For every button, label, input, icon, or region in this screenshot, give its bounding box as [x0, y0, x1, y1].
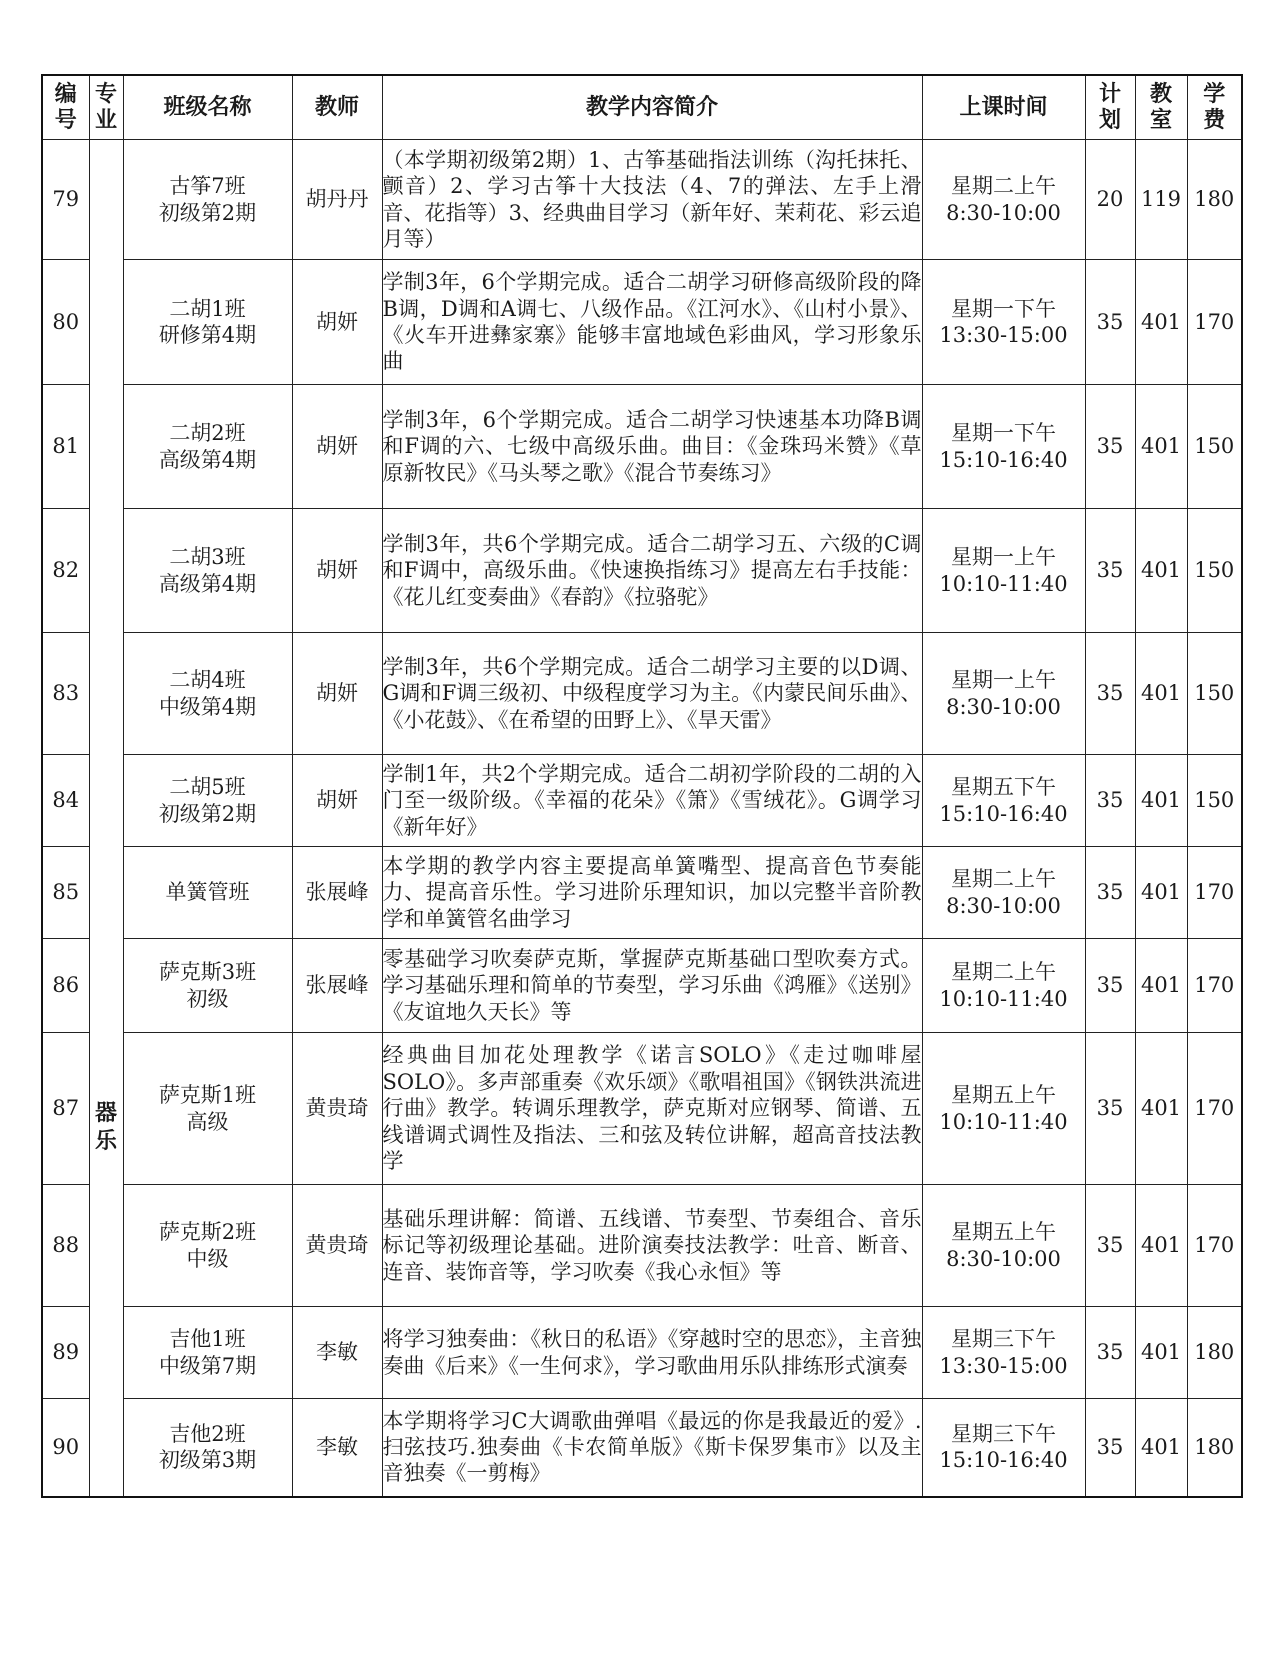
- course-description: 学制3年，6个学期完成。适合二胡学习研修高级阶段的降B调，D调和A调七、八级作品。《江河水》、《山村小景》、《火车开进彝家寨》能够丰富地域色彩曲风，学习形象乐曲: [382, 260, 922, 385]
- class-day: 星期一上午: [951, 545, 1056, 570]
- tuition-fee: 180: [1187, 140, 1242, 260]
- table-row: [42, 140, 1242, 260]
- course-description: 基础乐理讲解：简谱、五线谱、节奏型、节奏组合、音乐标记等初级理论基础。进阶演奏技法教学：吐音、断音、连音、装饰音等，学习吹奏《我心永恒》等: [382, 1185, 922, 1307]
- plan-count: 35: [1085, 1307, 1135, 1399]
- plan-count: 35: [1085, 633, 1135, 755]
- class-hours: 8:30-10:00: [946, 200, 1061, 225]
- class-time: [922, 939, 1085, 1033]
- major-char: 乐: [94, 1127, 117, 1154]
- teacher: 胡妍: [292, 755, 382, 847]
- tuition-fee: 170: [1187, 260, 1242, 385]
- tuition-fee: 180: [1187, 1399, 1242, 1497]
- teacher: 黄贵琦: [292, 1033, 382, 1185]
- class-name-line1: 二胡3班: [169, 545, 246, 570]
- class-time: [922, 1033, 1085, 1185]
- class-name: [123, 260, 292, 385]
- teacher: 李敏: [292, 1307, 382, 1399]
- tuition-fee: 150: [1187, 385, 1242, 509]
- class-hours: 15:10-16:40: [939, 1448, 1068, 1473]
- class-name: [123, 1033, 292, 1185]
- class-name-line1: 萨克斯1班: [158, 1083, 257, 1108]
- class-hours: 15:10-16:40: [939, 801, 1068, 826]
- tuition-fee: 170: [1187, 1033, 1242, 1185]
- teacher: 胡妍: [292, 385, 382, 509]
- teacher: 张展峰: [292, 847, 382, 939]
- class-time: [922, 260, 1085, 385]
- class-name-line2: 高级: [186, 1109, 229, 1134]
- course-description: 学制3年，6个学期完成。适合二胡学习快速基本功降B调和F调的六、七级中高级乐曲。曲目：《金珠玛米赞》《草原新牧民》《马头琴之歌》《混合节奏练习》: [382, 385, 922, 509]
- header-major: 专 业: [89, 75, 123, 140]
- class-name-line2: 中级第4期: [158, 694, 257, 719]
- class-day: 星期一下午: [951, 421, 1056, 446]
- course-description: 本学期的教学内容主要提高单簧嘴型、提高音色节奏能力、提高音乐性。学习进阶乐理知识，加以完整半音阶教学和单簧管名曲学习: [382, 847, 922, 939]
- table-row: [42, 385, 1242, 509]
- header-content: 教学内容简介: [382, 75, 922, 140]
- class-day: 星期一下午: [951, 296, 1056, 321]
- row-number: 87: [42, 1033, 89, 1185]
- class-hours: 8:30-10:00: [946, 1246, 1061, 1271]
- class-time: [922, 1185, 1085, 1307]
- plan-count: 35: [1085, 755, 1135, 847]
- teacher: 胡妍: [292, 633, 382, 755]
- table-row: [42, 260, 1242, 385]
- tuition-fee: 150: [1187, 755, 1242, 847]
- class-hours: 8:30-10:00: [946, 694, 1061, 719]
- table-row: [42, 509, 1242, 633]
- class-hours: 13:30-15:00: [939, 1353, 1068, 1378]
- class-name: [123, 755, 292, 847]
- class-name: [123, 939, 292, 1033]
- course-description: 学制3年，共6个学期完成。适合二胡学习主要的以D调、G调和F调三级初、中级程度学习为主。《内蒙民间乐曲》、《小花鼓》、《在希望的田野上》、《旱天雷》: [382, 633, 922, 755]
- class-name-line2: 高级第4期: [158, 571, 257, 596]
- course-schedule-table: [41, 74, 1243, 1498]
- class-day: 星期二上午: [951, 867, 1056, 892]
- class-name: [123, 633, 292, 755]
- class-time: [922, 509, 1085, 633]
- classroom: 401: [1135, 847, 1187, 939]
- classroom: 401: [1135, 260, 1187, 385]
- class-name-line1: 吉他1班: [169, 1327, 246, 1352]
- header-row: [42, 75, 1242, 140]
- class-name: [123, 1307, 292, 1399]
- class-name-line1: 二胡2班: [169, 421, 246, 446]
- teacher: 黄贵琦: [292, 1185, 382, 1307]
- class-name: [123, 1185, 292, 1307]
- teacher: 胡妍: [292, 509, 382, 633]
- plan-count: 35: [1085, 847, 1135, 939]
- class-name-line2: 中级: [186, 1246, 229, 1271]
- row-number: 82: [42, 509, 89, 633]
- plan-count: 35: [1085, 1033, 1135, 1185]
- row-number: 89: [42, 1307, 89, 1399]
- header-teacher: 教师: [292, 75, 382, 140]
- class-name-line1: 萨克斯3班: [158, 960, 257, 985]
- row-number: 86: [42, 939, 89, 1033]
- class-day: 星期三下午: [951, 1327, 1056, 1352]
- classroom: 401: [1135, 509, 1187, 633]
- table-row: [42, 1033, 1242, 1185]
- class-hours: 10:10-11:40: [939, 986, 1068, 1011]
- table-row: [42, 1185, 1242, 1307]
- course-description: （本学期初级第2期）1、古筝基础指法训练（沟托抹托、颤音）2、学习古筝十大技法（4、7的弹法、左手上滑音、花指等）3、经典曲目学习（新年好、茉莉花、彩云追月等）: [382, 140, 922, 260]
- row-number: 90: [42, 1399, 89, 1497]
- class-day: 星期三下午: [951, 1422, 1056, 1446]
- plan-count: 35: [1085, 1185, 1135, 1307]
- plan-count: 35: [1085, 385, 1135, 509]
- class-day: 星期五上午: [951, 1220, 1056, 1245]
- table-row: [42, 939, 1242, 1033]
- class-name-line1: 古筝7班: [169, 174, 246, 199]
- classroom: 401: [1135, 1399, 1187, 1497]
- class-name-line2: 初级第3期: [158, 1448, 257, 1473]
- table-row: [42, 633, 1242, 755]
- row-number: 81: [42, 385, 89, 509]
- classroom: 401: [1135, 1185, 1187, 1307]
- class-name-line1: 单簧管班: [165, 880, 250, 905]
- classroom: 401: [1135, 755, 1187, 847]
- class-time: [922, 140, 1085, 260]
- course-description: 将学习独奏曲：《秋日的私语》《穿越时空的思恋》，主音独奏曲《后来》《一生何求》，学习歌曲用乐队排练形式演奏: [382, 1307, 922, 1399]
- row-number: 84: [42, 755, 89, 847]
- classroom: 401: [1135, 385, 1187, 509]
- header-plan: 计 划: [1085, 75, 1135, 140]
- class-name: [123, 1399, 292, 1497]
- tuition-fee: 170: [1187, 939, 1242, 1033]
- major-category: [89, 140, 123, 1497]
- class-day: 星期一上午: [951, 668, 1056, 693]
- plan-count: 35: [1085, 509, 1135, 633]
- class-time: [922, 1307, 1085, 1399]
- class-name-line2: 研修第4期: [158, 323, 257, 347]
- course-description: 经典曲目加花处理教学《诺言SOLO》《走过咖啡屋SOLO》。多声部重奏《欢乐颂》《歌唱祖国》《钢铁洪流进行曲》教学。转调乐理教学，萨克斯对应钢琴、简谱、五线谱调式调性及指法、三和弦及转位讲解，超高音技法教学: [382, 1033, 922, 1185]
- header-fee: 学 费: [1187, 75, 1242, 140]
- header-room: 教 室: [1135, 75, 1187, 140]
- class-time: [922, 633, 1085, 755]
- table-row: [42, 1307, 1242, 1399]
- tuition-fee: 170: [1187, 1185, 1242, 1307]
- header-time: 上课时间: [922, 75, 1085, 140]
- class-day: 星期五上午: [951, 1083, 1056, 1108]
- row-number: 83: [42, 633, 89, 755]
- class-hours: 13:30-15:00: [939, 323, 1068, 347]
- class-name: [123, 385, 292, 509]
- class-hours: 10:10-11:40: [939, 1109, 1068, 1134]
- header-class-name: 班级名称: [123, 75, 292, 140]
- class-name: [123, 509, 292, 633]
- classroom: 401: [1135, 1307, 1187, 1399]
- class-name-line2: 高级第4期: [158, 447, 257, 472]
- header-num: 编 号: [42, 75, 89, 140]
- tuition-fee: 150: [1187, 509, 1242, 633]
- class-name-line1: 吉他2班: [169, 1422, 246, 1446]
- row-number: 85: [42, 847, 89, 939]
- teacher: 胡丹丹: [292, 140, 382, 260]
- tuition-fee: 170: [1187, 847, 1242, 939]
- table-row: [42, 755, 1242, 847]
- table-row: [42, 1399, 1242, 1497]
- classroom: 401: [1135, 633, 1187, 755]
- teacher: 李敏: [292, 1399, 382, 1497]
- plan-count: 20: [1085, 140, 1135, 260]
- teacher: 胡妍: [292, 260, 382, 385]
- class-time: [922, 1399, 1085, 1497]
- row-number: 80: [42, 260, 89, 385]
- row-number: 79: [42, 140, 89, 260]
- class-name-line1: 二胡1班: [169, 296, 246, 321]
- row-number: 88: [42, 1185, 89, 1307]
- plan-count: 35: [1085, 260, 1135, 385]
- class-time: [922, 385, 1085, 509]
- classroom: 401: [1135, 939, 1187, 1033]
- tuition-fee: 150: [1187, 633, 1242, 755]
- class-name: [123, 847, 292, 939]
- course-description: 本学期将学习C大调歌曲弹唱《最远的你是我最近的爱》.扫弦技巧.独奏曲《卡农简单版》《斯卡保罗集市》以及主音独奏《一剪梅》: [382, 1399, 922, 1497]
- classroom: 401: [1135, 1033, 1187, 1185]
- class-time: [922, 847, 1085, 939]
- class-day: 星期二上午: [951, 174, 1056, 199]
- class-hours: 10:10-11:40: [939, 571, 1068, 596]
- table-row: [42, 847, 1242, 939]
- class-day: 星期五下午: [951, 775, 1056, 800]
- plan-count: 35: [1085, 1399, 1135, 1497]
- class-name-line2: 初级: [186, 986, 229, 1011]
- course-description: 学制1年，共2个学期完成。适合二胡初学阶段的二胡的入门至一级阶级。《幸福的花朵》《箫》《雪绒花》。G调学习《新年好》: [382, 755, 922, 847]
- class-time: [922, 755, 1085, 847]
- class-hours: 8:30-10:00: [946, 893, 1061, 918]
- course-description: 学制3年，共6个学期完成。适合二胡学习五、六级的C调和F调中，高级乐曲。《快速换指练习》提高左右手技能：《花儿红变奏曲》《春韵》《拉骆驼》: [382, 509, 922, 633]
- plan-count: 35: [1085, 939, 1135, 1033]
- class-name: [123, 140, 292, 260]
- course-description: 零基础学习吹奏萨克斯，掌握萨克斯基础口型吹奏方式。学习基础乐理和简单的节奏型，学习乐曲《鸿雁》《送别》《友谊地久天长》等: [382, 939, 922, 1033]
- classroom: 119: [1135, 140, 1187, 260]
- tuition-fee: 180: [1187, 1307, 1242, 1399]
- major-char: 器: [94, 1100, 117, 1127]
- class-name-line2: 初级第2期: [158, 801, 257, 826]
- class-name-line1: 二胡4班: [169, 668, 246, 693]
- class-name-line2: 中级第7期: [158, 1353, 257, 1378]
- class-hours: 15:10-16:40: [939, 447, 1068, 472]
- class-day: 星期二上午: [951, 960, 1056, 985]
- class-name-line1: 萨克斯2班: [158, 1220, 257, 1245]
- teacher: 张展峰: [292, 939, 382, 1033]
- class-name-line2: 初级第2期: [158, 200, 257, 225]
- class-name-line1: 二胡5班: [169, 775, 246, 800]
